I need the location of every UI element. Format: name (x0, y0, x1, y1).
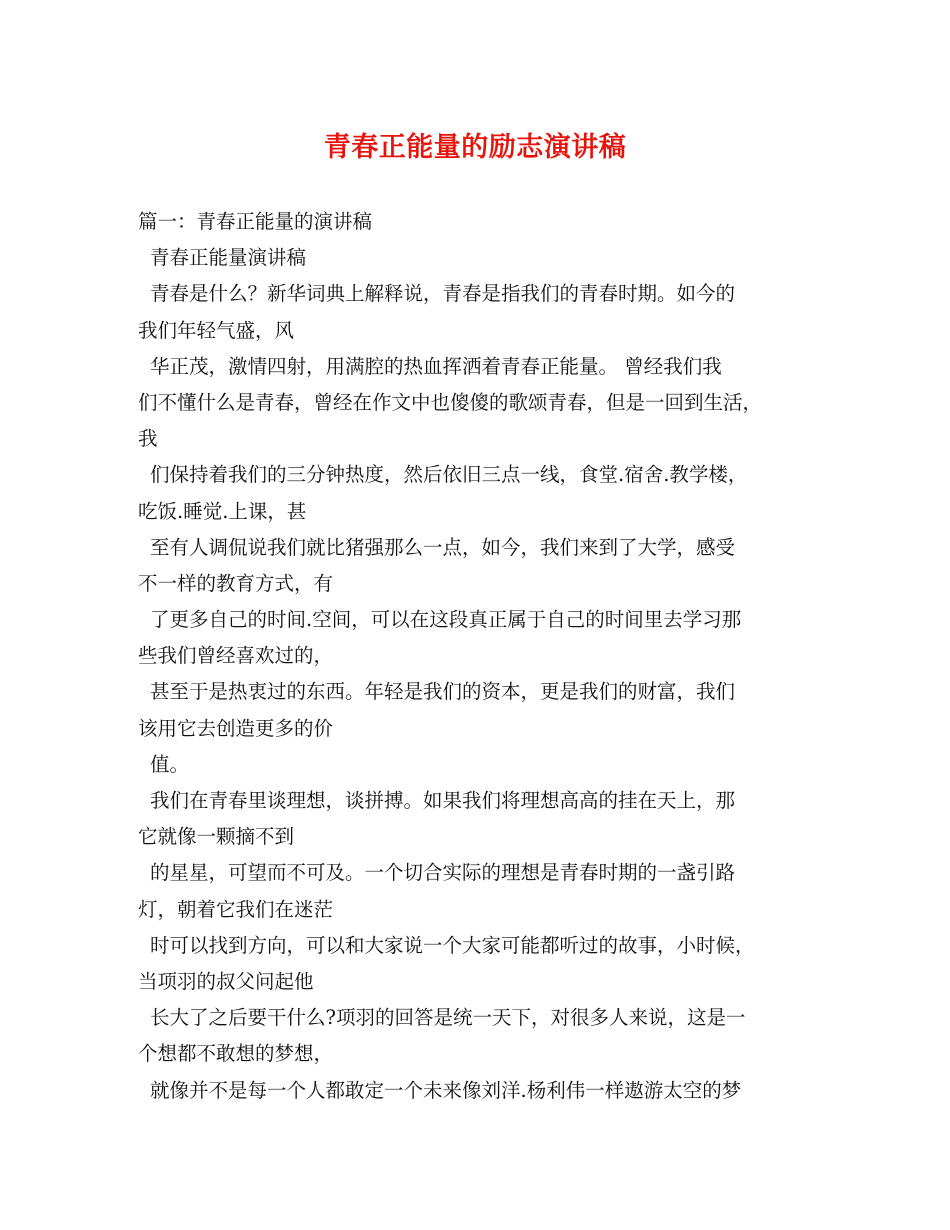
body-line: 该用它去创造更多的价 (138, 716, 334, 740)
section-heading: 篇一：青春正能量的演讲稿 (138, 210, 373, 233)
body-line: 就像并不是每一个人都敢定一个未来像刘洋.杨利伟一样遨游太空的梦 (150, 1078, 742, 1102)
body-line: 些我们曾经喜欢过的， (138, 644, 334, 668)
body-line: 们不懂什么是青春，曾经在作文中也傻傻的歌颂青春，但是一回到生活， (138, 390, 763, 414)
body-line: 我 (138, 427, 158, 451)
body-line: 的星星，可望而不可及。一个切合实际的理想是青春时期的一盏引路 (150, 861, 736, 885)
subheading: 青春正能量演讲稿 (150, 246, 307, 270)
body-line: 长大了之后要干什么?项羽的回答是统一天下，对很多人来说，这是一 (150, 1006, 746, 1030)
body-line: 至有人调侃说我们就比猪强那么一点，如今，我们来到了大学，感受 (150, 535, 736, 559)
body-line: 值。 (150, 752, 190, 776)
body-line: 甚至于是热衷过的东西。年轻是我们的资本，更是我们的财富，我们 (150, 680, 736, 704)
body-line: 青春是什么？新华词典上解释说，青春是指我们的青春时期。如今的 (150, 282, 736, 306)
body-line: 了更多自己的时间.空间，可以在这段真正属于自己的时间里去学习那 (150, 608, 742, 632)
body-line: 当项羽的叔父问起他 (138, 969, 314, 993)
body-line: 不一样的教育方式，有 (138, 571, 334, 595)
body-line: 它就像一颗摘不到 (138, 825, 295, 849)
body-line: 个想都不敢想的梦想， (138, 1042, 334, 1066)
body-line: 灯，朝着它我们在迷茫 (138, 897, 334, 921)
body-line: 我们在青春里谈理想，谈拼搏。如果我们将理想高高的挂在天上，那 (150, 789, 736, 812)
body-line: 时可以找到方向，可以和大家说一个大家可能都听过的故事，小时候， (150, 933, 755, 957)
body-line: 们保持着我们的三分钟热度，然后依旧三点一线，食堂.宿舍.教学楼， (150, 463, 748, 487)
body-line: 我们年轻气盛，风 (138, 318, 295, 342)
document-body (138, 204, 828, 1109)
document-title: 青春正能量的励志演讲稿 (323, 132, 627, 163)
body-line: 华正茂，激情四射，用满腔的热血挥洒着青春正能量。 曾经我们我 (150, 354, 722, 378)
body-line: 吃饭.睡觉.上课，甚 (138, 499, 307, 523)
